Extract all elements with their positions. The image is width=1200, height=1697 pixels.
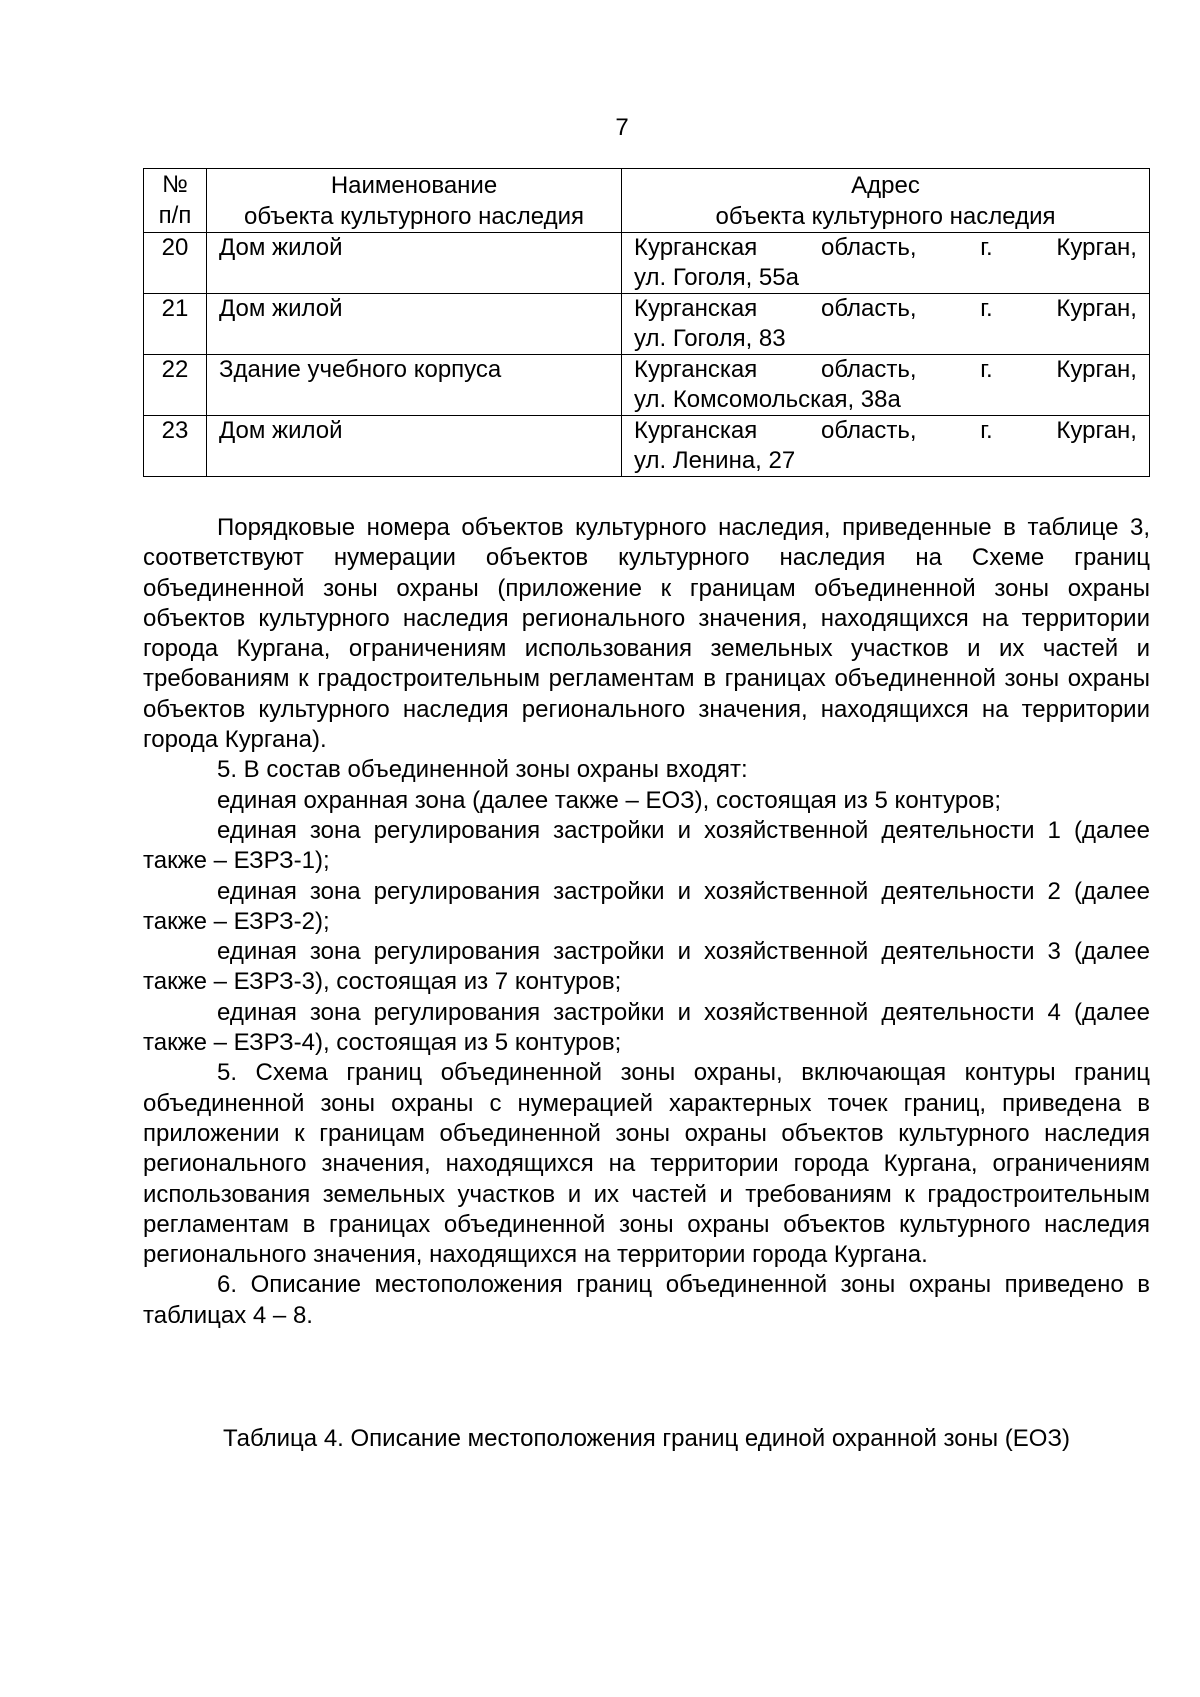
row-num: 22 bbox=[144, 355, 207, 416]
paragraph-ezrz-4: единая зона регулирования застройки и хозяйственной деятельности 4 (далее также – ЕЗРЗ-4), состоящая из 5 контуров; bbox=[143, 998, 1150, 1057]
paragraph-eoz: единая охранная зона (далее также – ЕОЗ), состоящая из 5 контуров; bbox=[217, 786, 1002, 814]
paragraph-scheme: 5. Схема границ объединенной зоны охраны, включающая контуры границ объединенной зоны охраны с нумерацией характерных точек границ, приведена в приложении к границам объединенной зоны охраны объектов культурного наследия регионального значения, находящихся на территории города Кургана, ограничениям использования земельных участков и их частей и требованиям к градостроительным регламентам в границах объединенной зоны охраны объектов культурного наследия регионального значения, находящихся на территории города Кургана. bbox=[143, 1059, 1150, 1269]
page-number: 7 bbox=[615, 114, 629, 141]
row-address bbox=[622, 233, 1150, 294]
table-row bbox=[144, 416, 1150, 477]
address-line-2: ул. Гоголя, 55а bbox=[634, 264, 799, 291]
row-name: Дом жилой bbox=[207, 233, 622, 294]
address-line-1: Курганская область, г. Курган, bbox=[634, 295, 1137, 322]
row-name: Здание учебного корпуса bbox=[207, 355, 622, 416]
address-line-2: ул. Гоголя, 83 bbox=[634, 325, 786, 352]
table-header-row bbox=[144, 169, 1150, 233]
paragraph-numbering-note: Порядковые номера объектов культурного наследия, приведенные в таблице 3, соответствуют нумерации объектов культурного наследия на Схеме границ объединенной зоны охраны (приложение к границам объединенной зоны охраны объектов культурного наследия регионального значения, находящихся на территории города Кургана, ограничениям использования земельных участков и их частей и требованиям к градостроительным регламентам в границах объединенной зоны охраны объектов культурного наследия регионального значения, находящихся на территории города Кургана). bbox=[143, 514, 1150, 754]
paragraph-ezrz-2: единая зона регулирования застройки и хозяйственной деятельности 2 (далее также – ЕЗРЗ-2); bbox=[143, 877, 1150, 935]
paragraph-ezrz-1: единая зона регулирования застройки и хозяйственной деятельности 1 (далее также – ЕЗРЗ-1); bbox=[143, 816, 1150, 875]
address-line-1: Курганская область, г. Курган, bbox=[634, 234, 1137, 261]
table-row bbox=[144, 233, 1150, 294]
row-num: 21 bbox=[144, 294, 207, 355]
address-line-2: ул. Комсомольская, 38а bbox=[634, 386, 901, 413]
table-row bbox=[144, 355, 1150, 416]
address-line-1: Курганская область, г. Курган, bbox=[634, 417, 1137, 444]
heritage-objects-table bbox=[143, 168, 1150, 477]
row-address bbox=[622, 355, 1150, 416]
header-num: № п/п bbox=[144, 169, 207, 233]
row-address bbox=[622, 294, 1150, 355]
header-address: Адрес объекта культурного наследия bbox=[622, 169, 1150, 233]
address-line-1: Курганская область, г. Курган, bbox=[634, 356, 1137, 383]
table-row bbox=[144, 294, 1150, 355]
table-4-caption: Таблица 4. Описание местоположения границ единой охранной зоны (ЕОЗ) bbox=[223, 1425, 1070, 1452]
paragraph-ezrz-3: единая зона регулирования застройки и хозяйственной деятельности 3 (далее также – ЕЗРЗ-3), состоящая из 7 контуров; bbox=[143, 938, 1150, 996]
address-line-2: ул. Ленина, 27 bbox=[634, 447, 796, 474]
row-address bbox=[622, 416, 1150, 477]
row-num: 23 bbox=[144, 416, 207, 477]
header-name: Наименование объекта культурного наследия bbox=[207, 169, 622, 233]
row-name: Дом жилой bbox=[207, 416, 622, 477]
paragraph-zone-composition: 5. В состав объединенной зоны охраны входят: bbox=[217, 756, 748, 784]
paragraph-location-description: 6. Описание местоположения границ объединенной зоны охраны приведено в таблицах 4 – 8. bbox=[143, 1271, 1150, 1329]
row-num: 20 bbox=[144, 233, 207, 294]
body-text bbox=[143, 513, 1150, 1331]
row-name: Дом жилой bbox=[207, 294, 622, 355]
